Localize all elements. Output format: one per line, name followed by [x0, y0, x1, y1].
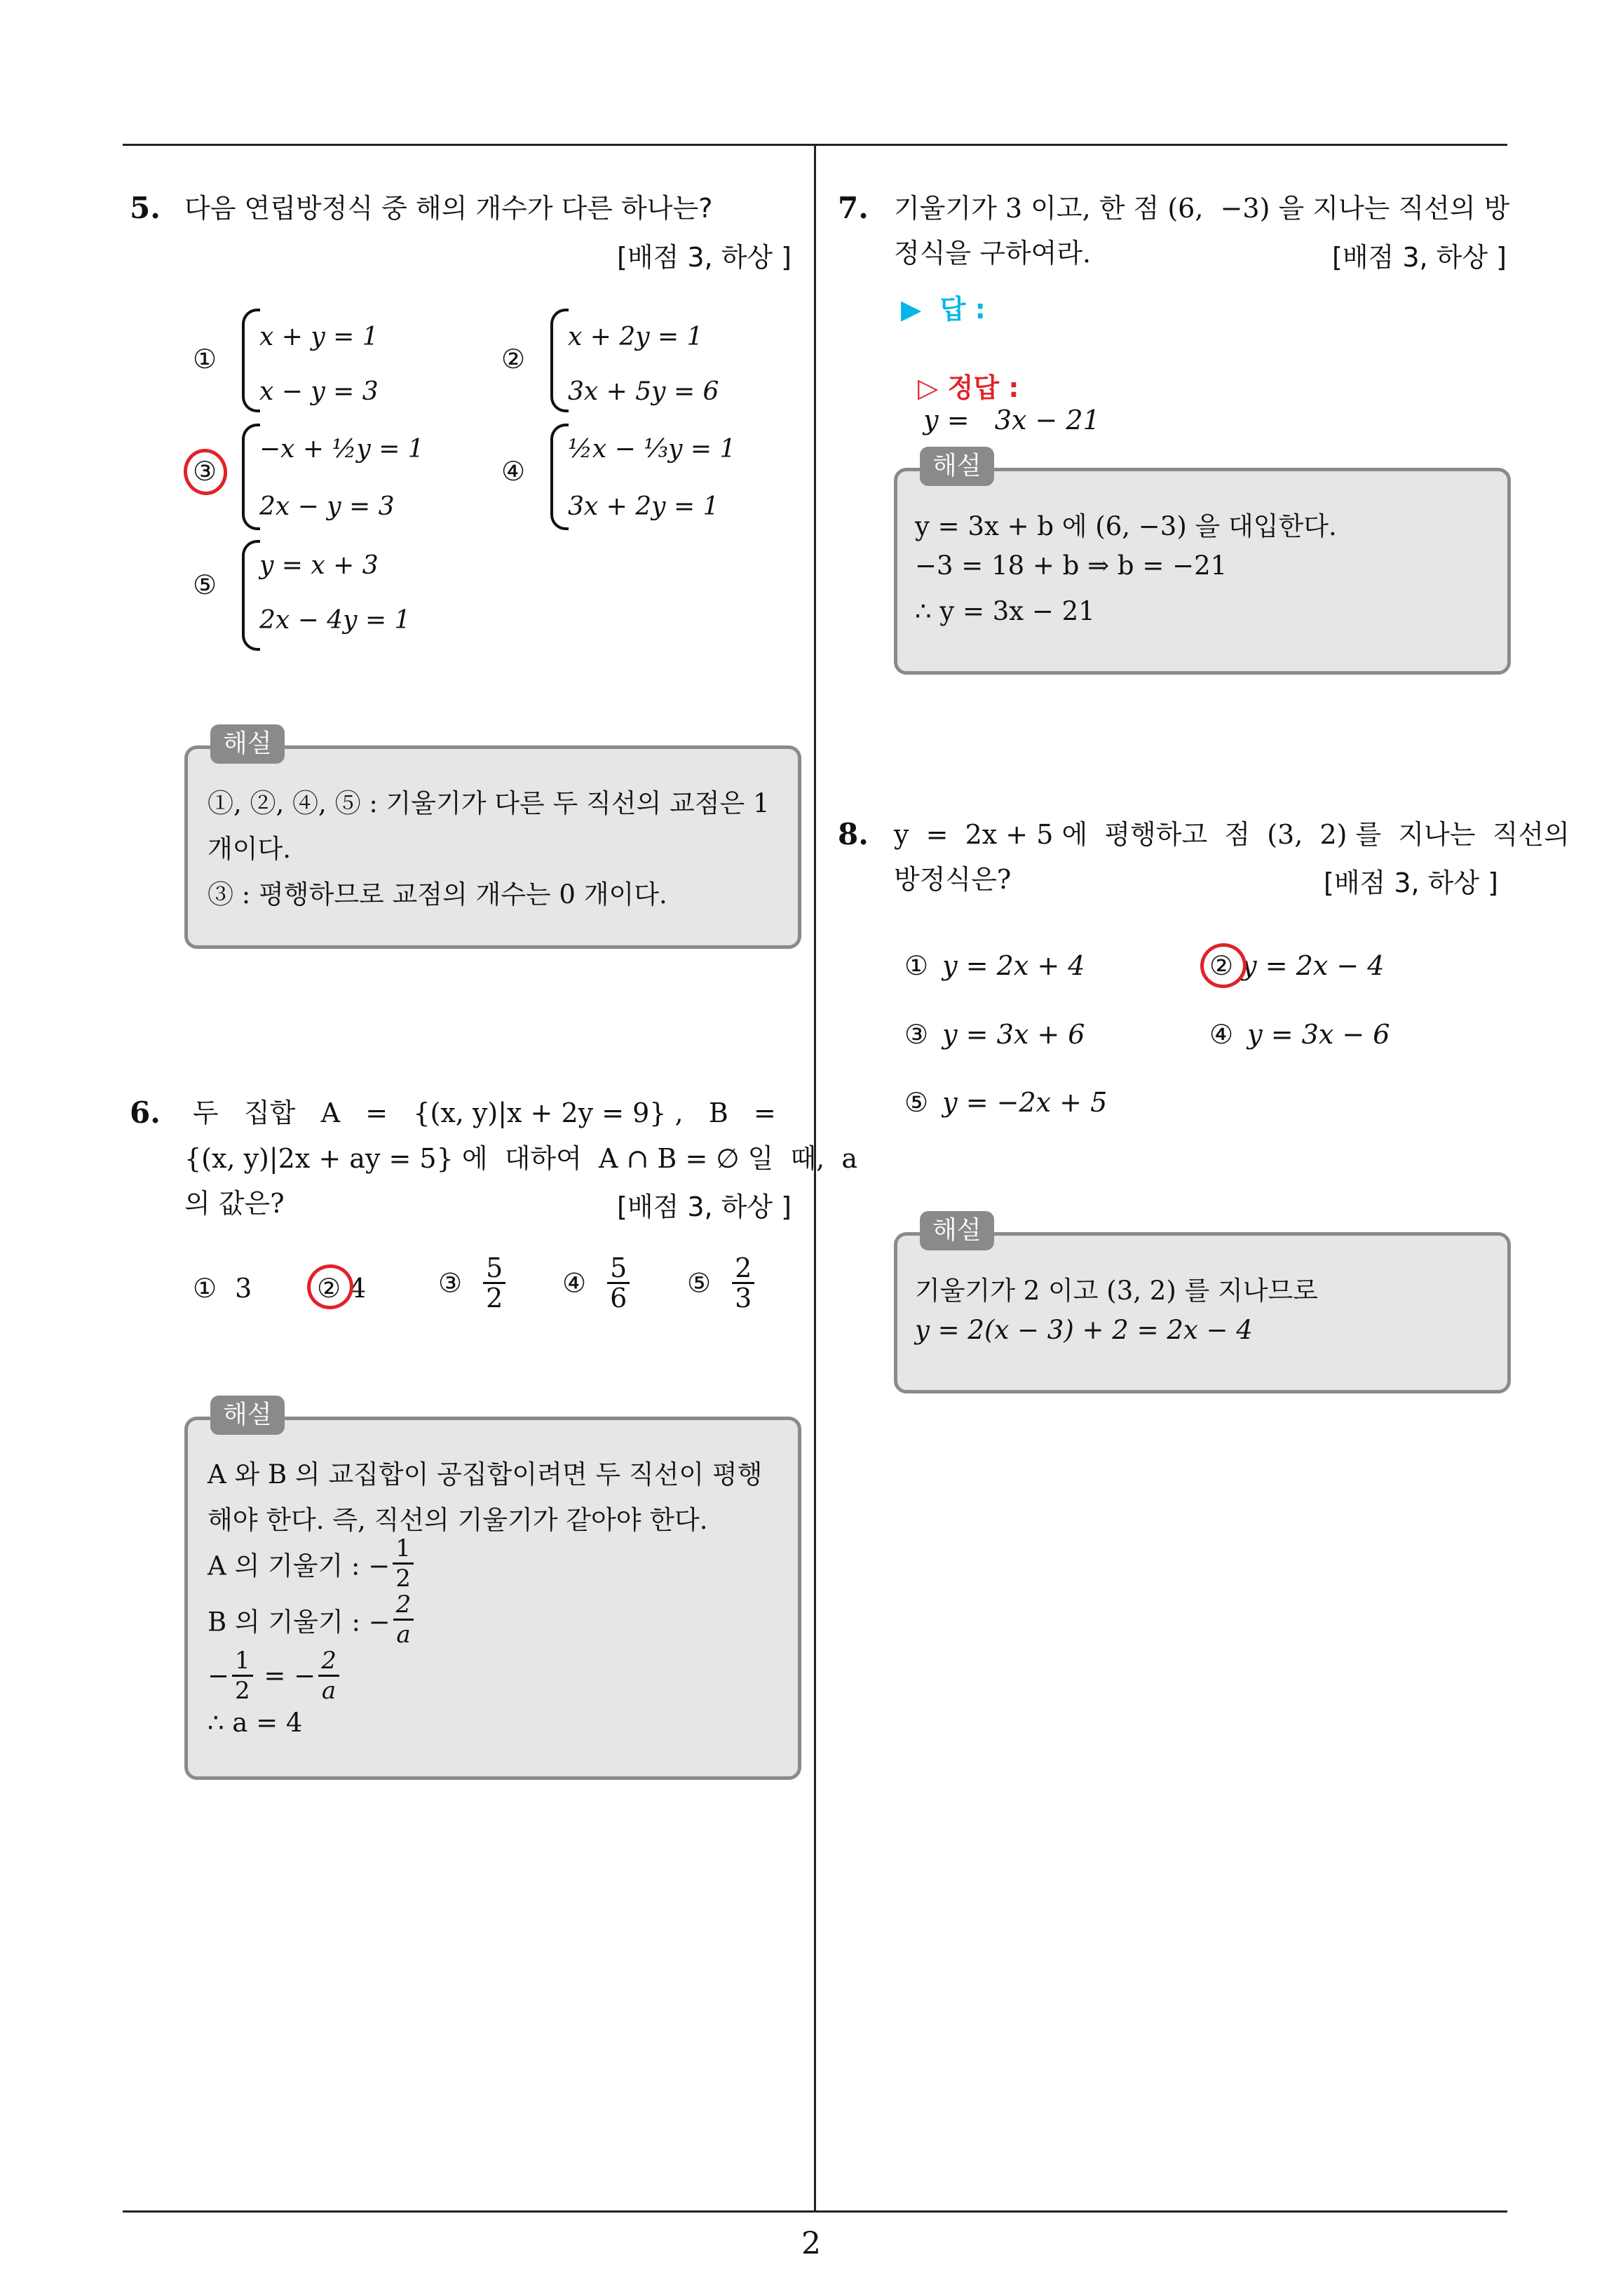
q5-number: 5. — [130, 191, 161, 225]
q5-question: 다음 연립방정식 중 해의 개수가 다른 하나는? — [184, 193, 713, 224]
q7-line-2: 정식을 구하여라. — [894, 238, 1092, 269]
q6-option-1-value: 3 — [235, 1273, 252, 1304]
q5-option-5-eq1: y = x + 3 — [259, 551, 379, 580]
q5-option-4-label[interactable]: ④ — [501, 456, 526, 487]
q6-solution-tab: 해설 — [210, 1396, 285, 1435]
q8-option-1[interactable]: ① y = 2x + 4 — [904, 950, 1085, 981]
q5-option-3-label[interactable]: ③ — [193, 456, 217, 487]
q6-solution-equation: − $\frac{1}{2}$ = − $\frac{2}{a}$ — [208, 1647, 342, 1705]
q8-solution-line-2: y = 2(x − 3) + 2 = 2x − 4 — [915, 1315, 1253, 1345]
q5-meta: [배점 3, 하상 ] — [617, 242, 792, 273]
q5-option-3-brace — [242, 424, 260, 530]
q5-option-5-brace — [242, 540, 260, 651]
q6-line-1: 두 집합 A = {(x, y)|x + 2y = 9} , B = — [193, 1098, 776, 1128]
q5-solution-line-1: ①, ②, ④, ⑤ : 기울기가 다른 두 직선의 교점은 1 — [208, 788, 770, 818]
q6-option-4-fraction: $\frac{5}{6}$ — [607, 1254, 630, 1312]
q5-option-2-eq2: 3x + 5y = 6 — [568, 377, 719, 406]
q6-option-2-value: 4 — [349, 1273, 367, 1304]
q5-option-5-eq2: 2x − 4y = 1 — [259, 606, 411, 635]
q8-solution-line-1: 기울기가 2 이고 (3, 2) 를 지나므로 — [915, 1276, 1318, 1306]
page-number: 2 — [801, 2226, 821, 2262]
q6-solution-line-1: A 와 B 의 교집합이 공집합이려면 두 직선이 평행 — [208, 1459, 763, 1490]
q5-option-1-eq2: x − y = 3 — [259, 377, 379, 406]
q7-meta: [배점 3, 하상 ] — [1332, 242, 1507, 273]
q5-solution-line-2: 개이다. — [208, 834, 291, 864]
q6-option-4[interactable] — [562, 1254, 632, 1312]
q8-meta: [배점 3, 하상 ] — [1324, 867, 1498, 898]
q5-option-3-eq2: 2x − y = 3 — [259, 492, 395, 521]
q8-option-3[interactable]: ③ y = 3x + 6 — [904, 1019, 1085, 1050]
q6-option-3[interactable] — [438, 1254, 508, 1312]
q7-solution-line-1: y = 3x + b 에 (6, −3) 을 대입한다. — [915, 511, 1337, 541]
q8-line-1: y = 2x + 5 에 평행하고 점 (3, 2) 를 지나는 직선의 — [894, 819, 1570, 850]
q7-solution-tab: 해설 — [920, 447, 994, 486]
q6-option-5-fraction: $\frac{2}{3}$ — [732, 1254, 754, 1312]
q7-solution-line-3: ∴ y = 3x − 21 — [915, 596, 1095, 626]
q6-option-5[interactable] — [687, 1254, 757, 1312]
q5-option-4-eq2: 3x + 2y = 1 — [568, 492, 719, 521]
q8-option-5[interactable]: ⑤ y = −2x + 5 — [904, 1087, 1108, 1118]
q5-option-1-label[interactable]: ① — [193, 344, 217, 374]
q6-option-1[interactable] — [193, 1273, 252, 1304]
q5-option-4-eq1: ½x − ⅓y = 1 — [568, 435, 736, 464]
q6-option-4-label: ④ — [562, 1267, 587, 1299]
q7-solution-line-2: −3 = 18 + b ⇒ b = −21 — [915, 551, 1228, 581]
q5-option-3-eq1: −x + ½y = 1 — [259, 435, 424, 464]
q8-option-4[interactable]: ④ y = 3x − 6 — [1209, 1019, 1390, 1050]
q8-solution-tab: 해설 — [920, 1211, 994, 1250]
q6-line-2: {(x, y)|2x + ay = 5} 에 대하여 A ∩ B = ∅ 일 때, a — [184, 1143, 858, 1174]
q7-line-1: 기울기가 3 이고, 한 점 (6, −3) 을 지나는 직선의 방 — [894, 193, 1510, 224]
q6-solution-line-2: 해야 한다. 즉, 직선의 기울기가 같아야 한다. — [208, 1505, 708, 1535]
q8-line-2: 방정식은? — [894, 864, 1012, 895]
q5-option-5-label[interactable]: ⑤ — [193, 569, 217, 600]
q6-option-1-label: ① — [193, 1273, 217, 1304]
q5-option-1-brace — [242, 309, 260, 412]
q5-selected-mark — [180, 445, 231, 499]
q6-option-5-label: ⑤ — [687, 1267, 712, 1299]
q7-answer-label: ▶ 답 : — [901, 294, 986, 325]
q7-correct-answer: ▷ 정답 : y = 3x − 21 — [918, 372, 1100, 435]
q8-solution-box — [894, 1232, 1511, 1393]
q6-option-2-label: ② — [317, 1273, 341, 1304]
q6-solution-final: ∴ a = 4 — [208, 1708, 303, 1738]
q6-solution-slope-b: B 의 기울기 : − $\frac{2}{a}$ — [208, 1591, 416, 1649]
q7-number: 7. — [838, 191, 869, 225]
q6-number: 6. — [130, 1095, 161, 1130]
q6-meta: [배점 3, 하상 ] — [617, 1191, 792, 1222]
q6-selected-mark — [304, 1261, 357, 1313]
q5-option-2-label[interactable]: ② — [501, 344, 526, 374]
q5-option-2-brace — [550, 309, 569, 412]
q5-solution-tab: 해설 — [210, 724, 285, 764]
q5-option-4-brace — [550, 424, 569, 530]
q5-solution-line-3: ③ : 평행하므로 교점의 개수는 0 개이다. — [208, 879, 667, 910]
q8-number: 8. — [838, 817, 869, 851]
q8-selected-mark — [1197, 940, 1250, 992]
q6-solution-slope-a: A 의 기울기 : − $\frac{1}{2}$ — [208, 1534, 416, 1593]
q6-line-3: 의 값은? — [184, 1188, 285, 1219]
q8-option-2[interactable]: ② y = 2x − 4 — [1209, 950, 1385, 981]
q5-option-2-eq1: x + 2y = 1 — [568, 323, 703, 351]
q6-option-3-fraction: $\frac{5}{2}$ — [483, 1254, 505, 1312]
q6-option-3-label: ③ — [438, 1267, 463, 1299]
q5-option-1-eq1: x + y = 1 — [259, 323, 379, 351]
